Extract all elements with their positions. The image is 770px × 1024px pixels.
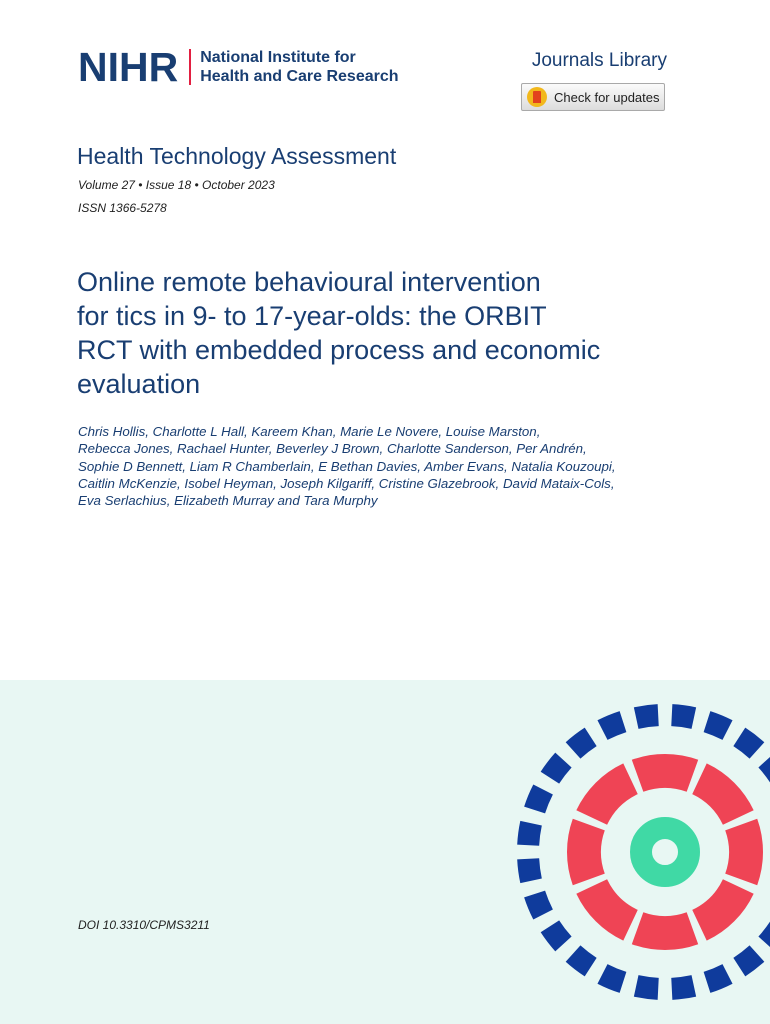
outer-ring-segment	[566, 945, 597, 976]
title-line: for tics in 9- to 17-year-olds: the ORBIT	[77, 301, 547, 331]
title-line: evaluation	[77, 369, 201, 399]
author-line: Chris Hollis, Charlotte L Hall, Kareem Khan, Marie Le Novere, Louise Marston,	[78, 424, 541, 439]
middle-ring-segment	[692, 763, 753, 824]
middle-ring-segment	[725, 819, 763, 885]
journals-library-label: Journals Library	[531, 50, 667, 71]
doi: DOI 10.3310/CPMS3211	[78, 918, 210, 932]
middle-ring-segment	[567, 819, 605, 885]
middle-ring-segment	[632, 754, 698, 792]
author-line: Rebecca Jones, Rachael Hunter, Beverley J Brown, Charlotte Sanderson, Per Andrén,	[78, 441, 587, 457]
title-line: RCT with embedded process and economic	[77, 335, 601, 365]
logo-line-2: Health and Care Research	[200, 68, 399, 85]
middle-ring-segment	[692, 879, 753, 940]
outer-ring-segment	[566, 728, 597, 759]
author-line: Sophie D Bennett, Liam R Chamberlain, E Bethan Davies, Amber Evans, Natalia Kouzoupi,	[78, 458, 616, 474]
outer-ring-segment	[671, 975, 696, 1000]
outer-ring-segment	[671, 704, 696, 729]
journal-title: Health Technology Assessment	[77, 143, 397, 169]
outer-ring-segment	[733, 728, 764, 759]
logo-text	[200, 48, 398, 86]
author-line: Caitlin McKenzie, Isobel Heyman, Joseph Kilgariff, Cristine Glazebrook, David Mataix-Cols,	[78, 475, 615, 491]
decorative-rings-graphic	[500, 690, 770, 1024]
outer-ring-segment	[704, 711, 733, 740]
logo-separator	[189, 49, 191, 85]
outer-ring-segment	[524, 891, 553, 920]
bookmark-icon	[527, 87, 547, 107]
title-line: Online remote behavioural intervention	[77, 267, 541, 297]
outer-ring-segment	[634, 975, 659, 1000]
outer-ring-segment	[541, 920, 572, 951]
nihr-logo	[78, 44, 399, 90]
outer-ring-segment	[597, 964, 626, 993]
outer-ring-segment	[704, 964, 733, 993]
outer-ring-segment	[524, 784, 553, 813]
outer-ring-segment	[597, 711, 626, 740]
outer-ring-segment	[758, 920, 770, 951]
inner-ring	[641, 828, 689, 876]
outer-ring-segment	[541, 753, 572, 784]
logo-line-1: National Institute for	[200, 49, 356, 66]
paper-title	[77, 265, 697, 401]
check-for-updates-label: Check for updates	[554, 89, 660, 105]
check-for-updates-button[interactable]	[521, 83, 665, 111]
author-list	[78, 423, 678, 509]
outer-ring-segment	[758, 753, 770, 784]
middle-ring	[567, 754, 763, 950]
outer-ring-segment	[517, 821, 542, 846]
issn: ISSN 1366-5278	[78, 201, 167, 215]
outer-ring-segment	[733, 945, 764, 976]
issue-line: Volume 27 • Issue 18 • October 2023	[78, 178, 275, 192]
outer-ring-segment	[634, 704, 659, 729]
middle-ring-segment	[576, 879, 637, 940]
logo-mark: NIHR	[78, 44, 179, 90]
middle-ring-segment	[632, 912, 698, 950]
outer-ring-segment	[517, 858, 542, 883]
middle-ring-segment	[576, 763, 637, 824]
author-line: Eva Serlachius, Elizabeth Murray and Tara Murphy	[78, 493, 378, 509]
